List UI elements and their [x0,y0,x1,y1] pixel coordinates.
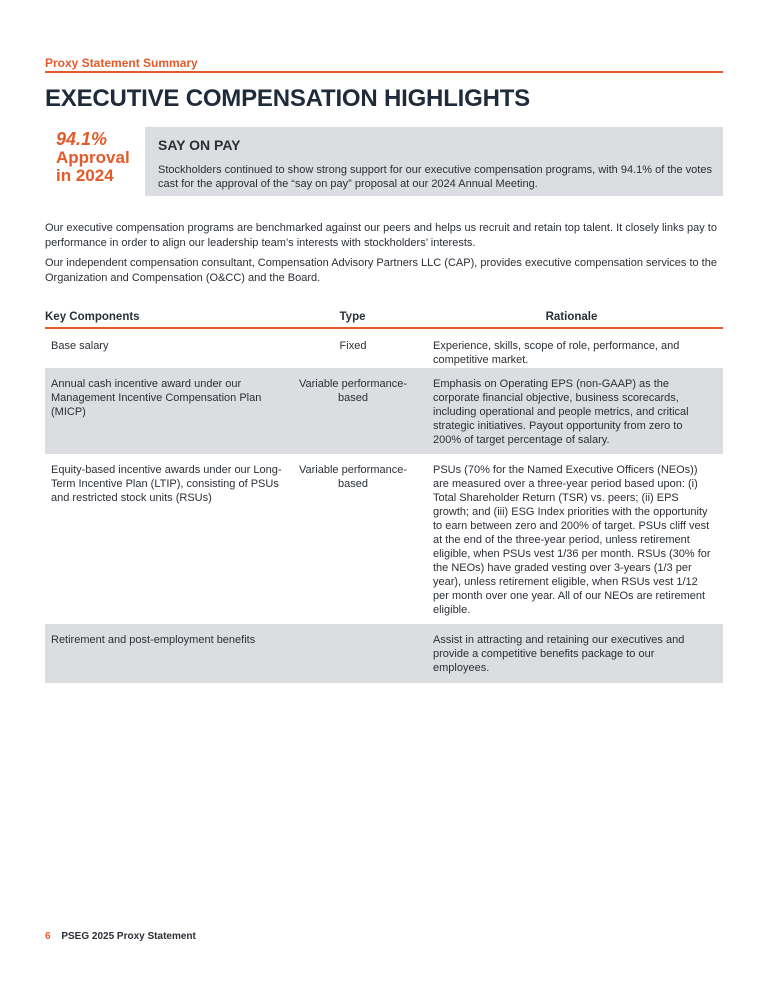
table-row [45,454,723,624]
table-row [45,624,723,683]
component-cell: Retirement and post-employment benefits [51,634,256,646]
component-cell: Annual cash incentive award under our Management Incentive Compensation Plan (MICP) [51,378,262,418]
section-divider [45,71,723,73]
rationale-cell: PSUs (70% for the Named Executive Officers (NEOs)) are measured over a three-year period based upon: (i) Total Shareholder Return (TSR) vs. peers; (ii) EPS growth; and (iii) ESG Index priorities with the opportunity to earn between zero and 200% of target. PSUs cliff vest at the end of the three-year period, unless retirement eligible, when PSUs vest 1/36 per month. RSUs (30% for the NEOs) have graded vesting over 3-years (1/3 per year), unless retirement eligible, when RSUs vest 1/12 per month over one year. All of our NEOs are retirement eligible. [433,464,711,616]
approval-label-line2: in 2024 [56,165,114,185]
approval-percent: 94.1% [56,129,108,149]
table-header-divider [45,327,723,329]
type-cell: Fixed [339,340,367,352]
table-row [45,368,723,454]
table-header-type: Type [339,311,366,323]
approval-stat [56,130,144,185]
say-on-pay-title: SAY ON PAY [158,137,241,153]
table-header-key-components: Key Components [45,311,140,323]
type-cell: Variable performance-based [298,464,407,490]
page-number: 6 [45,931,51,942]
approval-label-line1: Approval [56,147,130,167]
page-title: EXECUTIVE COMPENSATION HIGHLIGHTS [45,85,530,112]
component-cell: Base salary [51,340,109,352]
table-header-rationale: Rationale [545,311,598,323]
rationale-cell: Assist in attracting and retaining our executives and provide a competitive benefits package to our employees. [433,634,685,674]
component-cell: Equity-based incentive awards under our Long-Term Incentive Plan (LTIP), consisting of PSUs and restricted stock units (RSUs) [51,464,282,504]
type-cell: Variable performance-based [298,378,407,404]
say-on-pay-box [145,127,723,196]
rationale-cell: Experience, skills, scope of role, performance, and competitive market. [433,340,680,366]
table-row [45,330,723,368]
intro-paragraph: Our executive compensation programs are benchmarked against our peers and helps us recruit and retain top talent. It closely links pay to performance in order to align our leadership team’s interests with stockholders’ interests. [45,222,717,249]
page-footer [45,931,196,942]
consultant-paragraph: Our independent compensation consultant, Compensation Advisory Partners LLC (CAP), provides executive compensation services to the Organization and Compensation (O&CC) and the Board. [45,257,717,284]
rationale-cell: Emphasis on Operating EPS (non-GAAP) as the corporate financial objective, business scorecards, including operational and people metrics, and critical strategic initiatives. Payout opportunity from zero to 200% of target percentage of salary. [433,378,689,446]
say-on-pay-text: Stockholders continued to show strong support for our executive compensation programs, with 94.1% of the votes cast for the approval of the “say on pay” proposal at our 2024 Annual Meeting. [158,164,712,190]
section-label: Proxy Statement Summary [45,56,198,70]
document-name: PSEG 2025 Proxy Statement [61,931,196,942]
